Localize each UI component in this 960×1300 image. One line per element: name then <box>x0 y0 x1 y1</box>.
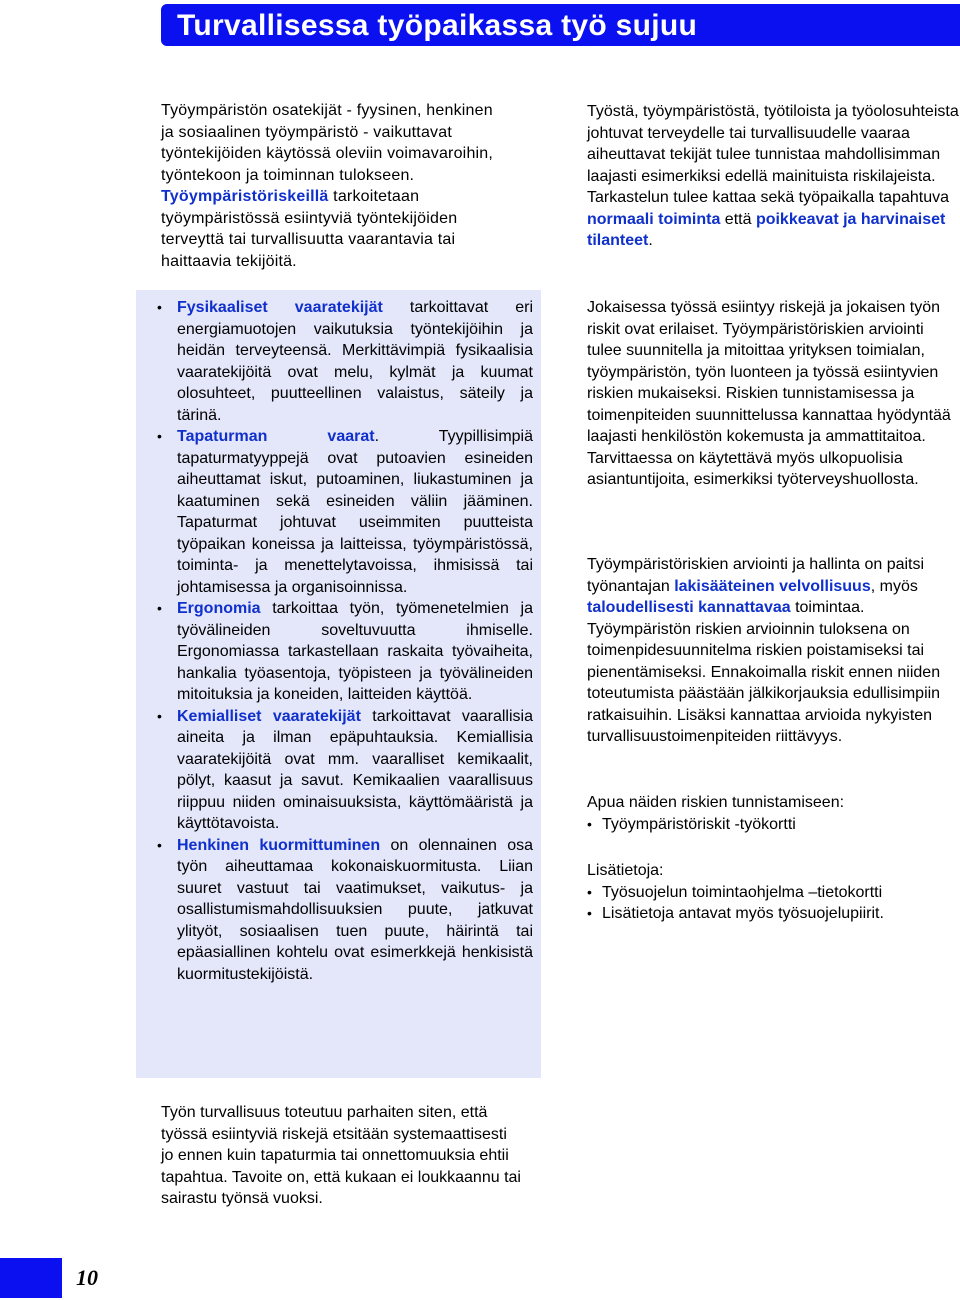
list-item-term: Kemialliset vaaratekijät <box>177 707 361 725</box>
bullet-icon: • <box>587 815 592 832</box>
bullet-icon: • <box>157 836 162 853</box>
intro-text-2: tarkoitetaan työympäristössä esiintyviä työntekijöiden terveyttä tai turvallisuutta vaarantavia tai haittaavia tekijöitä. <box>161 188 458 270</box>
info-item: Työsuojelun toimintaohjelma –tietokortti <box>602 883 883 901</box>
p3-term-profitable: taloudellisesti kannattavaa <box>587 599 791 616</box>
list-item-text: tarkoittavat vaarallisia aineita ja ilman epäpuhtauksia. Kemiallisia vaaratekijöitä ovat mm. vaaralliset kemikaalit, pölyt, kaasut ja savut. Kemikaalien vaarallisuus riippuu niiden ominaisuuksista, käyttömääristä ja käyttötavoista. <box>177 707 533 832</box>
intro-paragraph <box>161 100 506 272</box>
list-item-text: . Tyypillisimpiä tapaturmatyyppejä ovat putoavien esineiden aiheuttamat iskut, putoaminen, liukastuminen ja kaatuminen sekä esineiden väliin jääminen. Tapaturmat johtuvat useimmiten puutteista työpaikan koneissa ja laitteissa, työympäristössä, toiminta- ja menettelytavoissa, ihmisissä tai johtamisessa ja organisoinnissa. <box>177 428 533 596</box>
list-item <box>152 598 533 706</box>
p2-text: Jokaisessa työssä esiintyy riskejä ja jokaisen työn riskit ovat erilaiset. Työympäristöriskien arviointi tulee suunnitella ja mitoittaa yrityksen toimialan, työympäristön, työn luonteen ja työssä esiintyvien riskien mukaiseksi. Riskien tunnistamisessa ja toimenpiteiden suunnittelussa kannattaa hyödyntää laajasti henkilöstön kokemusta ja ammattitaitoa. Tarvittaessa on käytettävä myös ulkopuolisia asiantuntijoita, esimerkiksi työterveyshuollosta. <box>587 299 951 488</box>
list-item <box>152 835 533 986</box>
p1-term-exceptional: poikkeavat ja harvinaiset tilanteet <box>587 210 946 249</box>
footer-block <box>0 1258 62 1298</box>
bullet-icon: • <box>157 428 162 444</box>
list-item <box>152 426 533 598</box>
right-paragraph-1 <box>587 101 959 252</box>
p1-text: Työstä, työympäristöstä, työtiloista ja työolosuhteista johtuvat terveydelle tai turvallisuudelle vaaraa aiheuttavat tekijät tulee tunnistaa mahdollisimman laajasti esimerkiksi edellä mainituista riskilajeista. Tarkastelun tulee kattaa sekä työpaikalla tapahtuva <box>587 103 959 206</box>
closing-paragraph <box>161 1102 521 1210</box>
bullet-icon: • <box>157 600 162 616</box>
bullet-icon: • <box>587 883 592 900</box>
intro-term: Työympäristöriskeillä <box>161 188 329 205</box>
page-title: Turvallisessa työpaikassa työ sujuu <box>177 9 698 42</box>
info-heading: Lisätietoja: <box>587 862 664 879</box>
list-item <box>587 814 959 836</box>
list-item-text: tarkoittavat eri energiamuotojen vaikutuksia työntekijöihin ja heidän terveyteensä. Merkittävimpiä fysikaalisia vaaratekijöitä ovat melu, kylmät ja kuumat olosuhteet, puutteellinen valaistus, säteily ja tärinä. <box>177 299 533 424</box>
help-section <box>587 792 959 835</box>
right-paragraph-3 <box>587 554 959 748</box>
closing-text: Työn turvallisuus toteutuu parhaiten siten, että työssä esiintyviä riskejä etsitään systemaattisesti jo ennen kuin tapaturmia tai onnettomuuksia ehtii tapahtua. Tavoite on, että kukaan ei loukkaannu tai sairastu työnsä vuoksi. <box>161 1104 521 1207</box>
page-header <box>161 4 960 46</box>
list-item <box>587 882 959 904</box>
p3-end: toimintaa. Työympäristön riskien arvioinnin tuloksena on toimenpidesuunnitelma riskien poistamiseksi tai pienentämiseksi. Ennakoimalla riskit ennen niiden toteutumista päästään jälkikorjauksia edullisimpiin ratkaisuihin. Lisäksi kannattaa arvioida nykyisten turvallisuustoimenpiteiden riittävyys. <box>587 599 941 745</box>
list-item-term: Fysikaaliset vaaratekijät <box>177 299 383 316</box>
list-item-term: Tapaturman vaarat <box>177 428 375 445</box>
info-item: Lisätietoja antavat myös työsuojelupiirit. <box>602 905 884 922</box>
p3-text: Työympäristöriskien arviointi ja hallinta on paitsi työnantajan <box>587 556 925 595</box>
help-heading: Apua näiden riskien tunnistamiseen: <box>587 794 845 811</box>
list-item-term: Henkinen kuormittuminen <box>177 836 381 854</box>
list-item <box>587 903 959 925</box>
p3-term-statutory: lakisääteinen velvollisuus <box>674 577 871 595</box>
bullet-icon: • <box>157 707 162 724</box>
list-item-text: on olennainen osa työn aiheuttamaa kokonaiskuormitusta. Liian suuret vastuut tai vaatimukset, vaikutus- ja osallistumismahdollisuuksien puute, jatkuvat ylityöt, sosiaalisen tuen puute, häirintä tai epäasiallinen kohtelu ovat esimerkkejä henkisistä kuormitustekijöistä. <box>177 836 533 983</box>
bullet-icon: • <box>587 905 592 921</box>
list-item-term: Ergonomia <box>177 600 261 617</box>
help-item: Työympäristöriskit -työkortti <box>602 815 796 833</box>
p1-mid: että <box>720 210 756 228</box>
p1-end: . <box>648 232 653 249</box>
info-section <box>587 860 959 925</box>
right-paragraph-2 <box>587 297 959 491</box>
list-item-text: tarkoittaa työn, työmenetelmien ja työvälineiden soveltuvuutta ihmiselle. Ergonomiassa tarkastellaan raskaita työvaiheita, hankalia työasentoja, työpisteen ja työvälineiden mitoituksia ja koneiden, laitteiden käyttöä. <box>177 600 533 703</box>
bullet-icon: • <box>157 299 162 315</box>
intro-text-1: Työympäristön osatekijät - fyysinen, henkinen ja sosiaalinen työympäristö - vaikuttavat työntekijöiden käytössä oleviin voimavaroihin, työntekoon ja toiminnan tulokseen. <box>161 102 494 184</box>
page-number: 10 <box>76 1265 98 1290</box>
list-item <box>152 297 533 426</box>
p1-term-normal: normaali toiminta <box>587 210 721 228</box>
list-item <box>152 706 533 835</box>
risk-types-list <box>152 297 533 985</box>
p3-mid: , myös <box>870 577 918 595</box>
